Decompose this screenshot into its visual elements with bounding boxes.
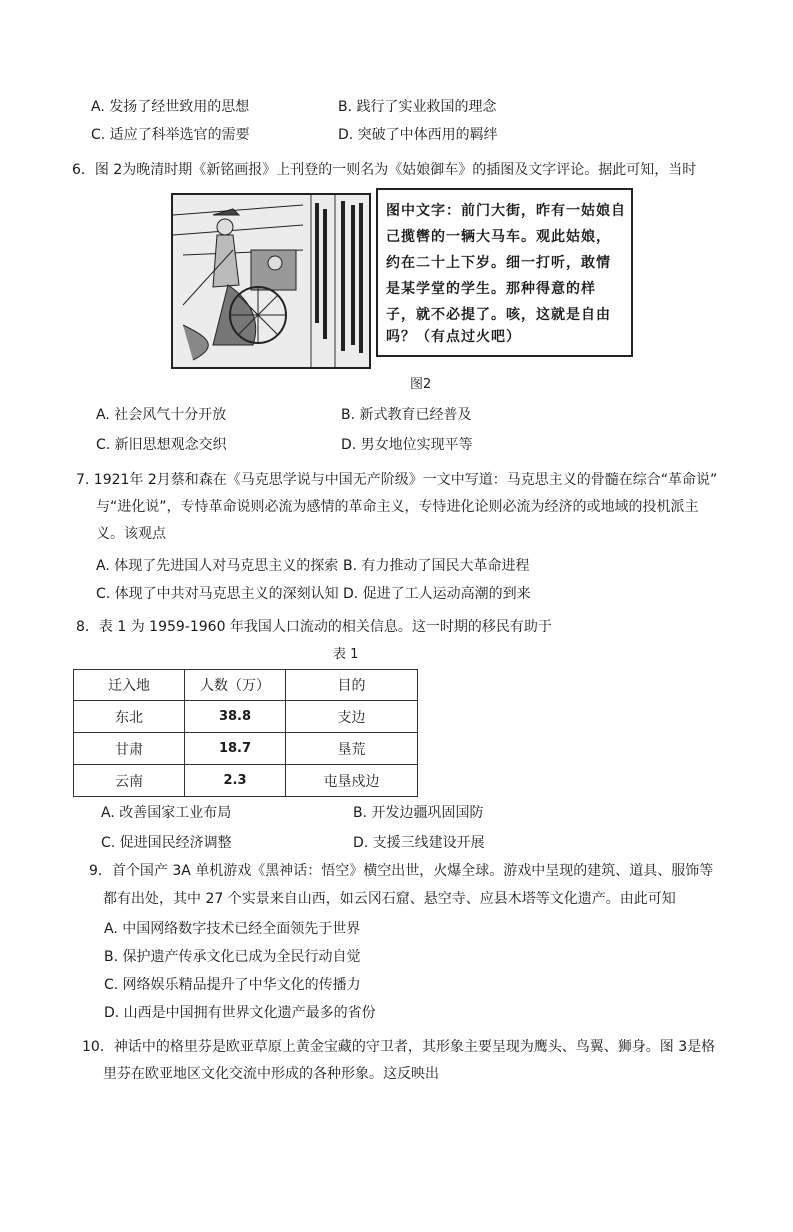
table-cell: 云南 [74,765,185,797]
figure-caption: 图2 [410,377,432,392]
q6-option-a: A. 社会风气十分开放 [96,407,227,423]
q7-option-b: B. 有力推动了国民大革命进程 [343,558,530,574]
table-title: 表 1 [333,647,359,662]
table-header: 目的 [286,670,418,701]
q9-stem-line: 都有出处，其中 27 个实景来自山西，如云冈石窟、悬空寺、应县木塔等文化遗产。由此可知 [103,891,676,907]
q6-illustration [171,193,371,369]
q5-option-c: C. 适应了科举选官的需要 [91,127,250,143]
q7-stem-line: 7. 1921年 2月蔡和森在《马克思学说与中国无产阶级》一文中写道：马克思主义的骨髓在综合“革命说” [76,472,718,488]
q9-option-a: A. 中国网络数字技术已经全面领先于世界 [104,921,361,937]
q8-option-b: B. 开发边疆巩固国防 [353,805,484,821]
table-cell: 东北 [74,701,185,733]
q10-stem-line: 里芬在欧亚地区文化交流中形成的各种形象。这反映出 [103,1066,439,1082]
table-cell: 屯垦戍边 [286,765,418,797]
q8-stem: 8．表 1 为 1959-1960 年我国人口流动的相关信息。这一时期的移民有助于 [76,619,552,635]
figure-text-line: 图中文字：前门大街，昨有一姑娘自 [386,203,626,219]
table-header: 迁入地 [74,670,185,701]
table-cell: 38.8 [185,701,286,733]
q8-option-c: C. 促进国民经济调整 [101,835,232,851]
figure-text-line: 吗？（有点过火吧） [386,329,521,345]
q6-option-b: B. 新式教育已经普及 [341,407,472,423]
q9-option-c: C. 网络娱乐精品提升了中华文化的传播力 [104,977,361,993]
q8-option-a: A. 改善国家工业布局 [101,805,232,821]
q10-stem-line: 10．神话中的格里芬是欧亚草原上黄金宝藏的守卫者，其形象主要呈现为鹰头、鸟翼、狮身。图 3是格 [82,1039,716,1055]
q5-option-a: A. 发扬了经世致用的思想 [91,99,250,115]
q9-stem-line: 9．首个国产 3A 单机游戏《黑神话：悟空》横空出世，火爆全球。游戏中呈现的建筑、道具、服饰等 [89,863,714,879]
q7-option-d: D. 促进了工人运动高潮的到来 [343,586,531,602]
q7-option-c: C. 体现了中共对马克思主义的深刻认知 [96,586,339,602]
q9-option-d: D. 山西是中国拥有世界文化遗产最多的省份 [104,1005,376,1021]
q6-figure-text-box [376,188,633,357]
q7-stem-line: 与“进化说”，专恃革命说则必流为感情的革命主义，专恃进化论则必流为经济的或地域的投机派主 [96,499,699,515]
table-header: 人数（万） [185,670,286,701]
q7-option-a: A. 体现了先进国人对马克思主义的探索 [96,558,339,574]
table-row [74,701,418,733]
q5-option-d: D. 突破了中体西用的羁绊 [338,127,498,143]
figure-text-line: 子，就不必提了。咳，这就是自由 [386,307,611,323]
figure-text-line: 是某学堂的学生。那种得意的样 [386,281,596,297]
q7-stem-line: 义。该观点 [96,526,166,542]
table-row [74,765,418,797]
table-cell: 垦荒 [286,733,418,765]
q6-option-d: D. 男女地位实现平等 [341,437,473,453]
q6-stem: 6．图 2为晚清时期《新铭画报》上刊登的一则名为《姑娘御车》的插图及文字评论。据此可知，当时 [72,162,697,178]
population-table [73,669,418,797]
table-cell: 18.7 [185,733,286,765]
q8-option-d: D. 支援三线建设开展 [353,835,485,851]
q5-option-b: B. 践行了实业救国的理念 [338,99,497,115]
table-cell: 2.3 [185,765,286,797]
table-cell: 甘肃 [74,733,185,765]
figure-text-line: 己揽辔的一辆大马车。观此姑娘， [386,229,611,245]
q9-option-b: B. 保护遗产传承文化已成为全民行动自觉 [104,949,361,965]
table-cell: 支边 [286,701,418,733]
q6-option-c: C. 新旧思想观念交织 [96,437,227,453]
carriage-illustration-icon [173,195,369,367]
figure-text-line: 约在二十上下岁。细一打听，敢情 [386,255,611,271]
table-row [74,733,418,765]
